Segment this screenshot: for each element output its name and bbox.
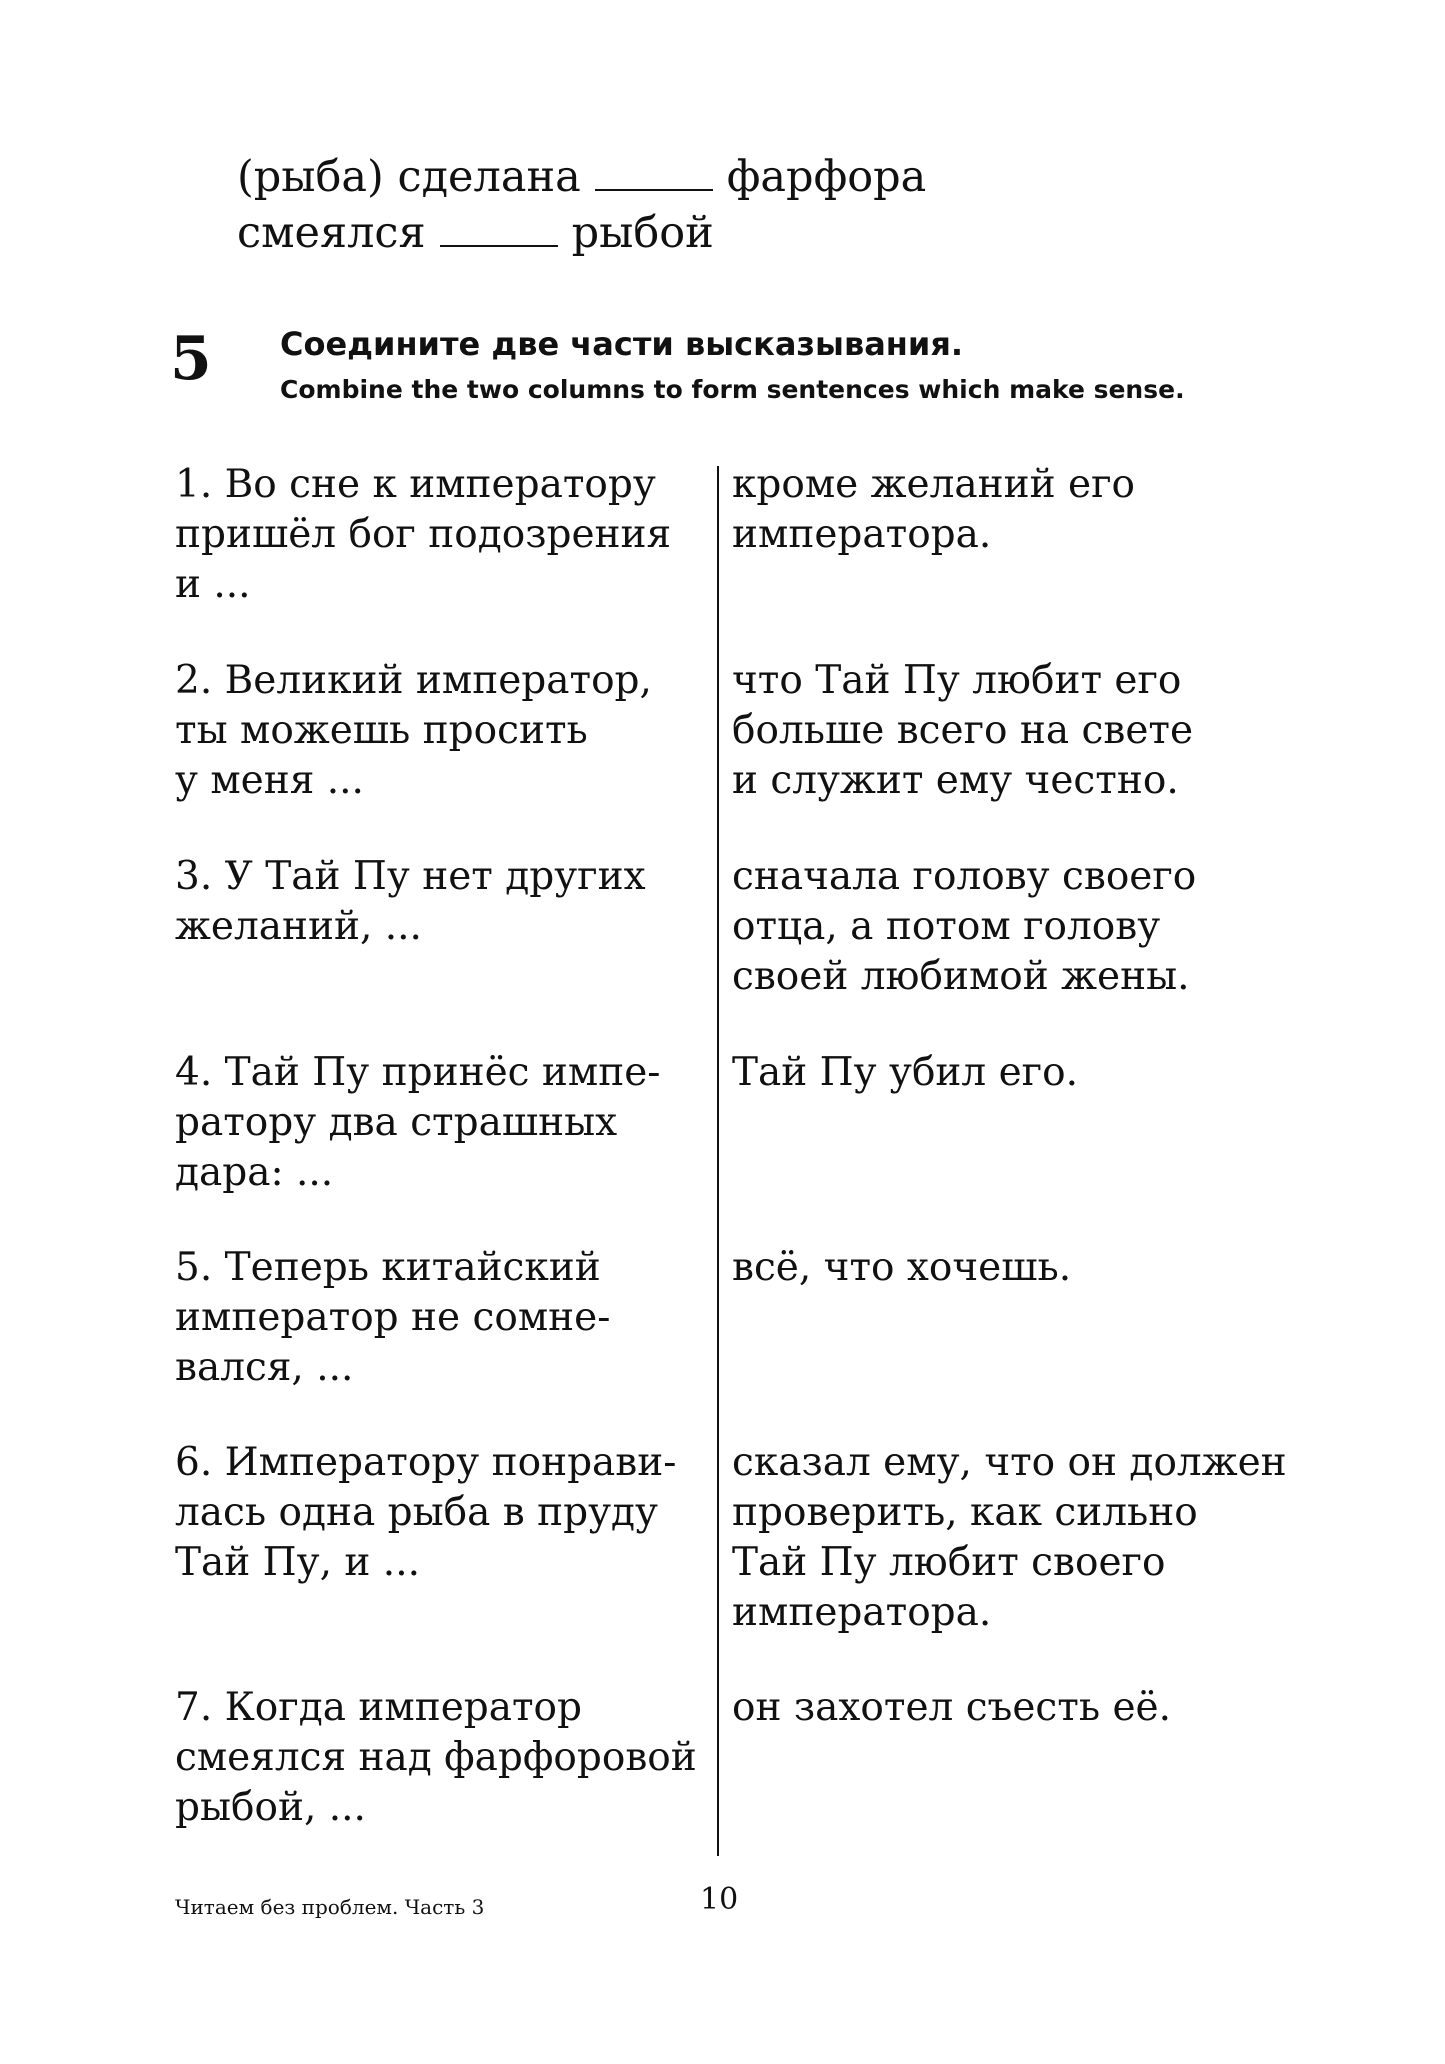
fill-in-text: фарфора: [726, 152, 927, 202]
exercise-title: Соедините две части высказывания.: [280, 325, 964, 363]
left-item-2: 2. Великий император, ты можешь просить у меня ...: [175, 658, 652, 803]
answer-blank: [595, 159, 713, 191]
right-item-6: сказал ему, что он должен проверить, как сильно Тай Пу любит своего императора.: [732, 1440, 1287, 1635]
exercise-number: 5: [170, 324, 212, 394]
footer-book-title: Читаем без проблем. Часть 3: [175, 1895, 485, 1919]
left-item-4: 4. Тай Пу принёс импе- ратору два страшных дара: ...: [175, 1050, 661, 1195]
left-item-6: 6. Императору понрави- лась одна рыба в пруду Тай Пу, и ...: [175, 1440, 677, 1585]
answer-blank: [440, 215, 558, 247]
left-item-1: 1. Во сне к императору пришёл бог подозрения и ...: [175, 462, 672, 607]
left-item-5: 5. Теперь китайский император не сомне- вался, ...: [175, 1245, 611, 1390]
left-item-3: 3. У Тай Пу нет других желаний, ...: [175, 854, 646, 949]
right-item-1: кроме желаний его императора.: [732, 462, 1135, 557]
fill-in-text: (рыба) сделана: [237, 152, 581, 202]
column-divider: [717, 466, 719, 1856]
right-item-7: он захотел съесть её.: [732, 1685, 1172, 1730]
page-number: 10: [700, 1882, 739, 1917]
left-item-7: 7. Когда император смеялся над фарфоровой рыбой, ...: [175, 1685, 697, 1830]
exercise-subtitle: Combine the two columns to form sentences which make sense.: [280, 375, 1185, 404]
right-item-5: всё, что хочешь.: [732, 1245, 1072, 1290]
right-item-3: сначала голову своего отца, а потом голову своей любимой жены.: [732, 854, 1197, 999]
fill-in-text: смеялся: [237, 208, 426, 258]
fill-in-line-1: [237, 148, 926, 206]
fill-in-text: рыбой: [571, 208, 714, 258]
fill-in-line-2: [237, 204, 714, 262]
right-item-2: что Тай Пу любит его больше всего на свете и служит ему честно.: [732, 658, 1194, 803]
right-item-4: Тай Пу убил его.: [732, 1050, 1078, 1095]
